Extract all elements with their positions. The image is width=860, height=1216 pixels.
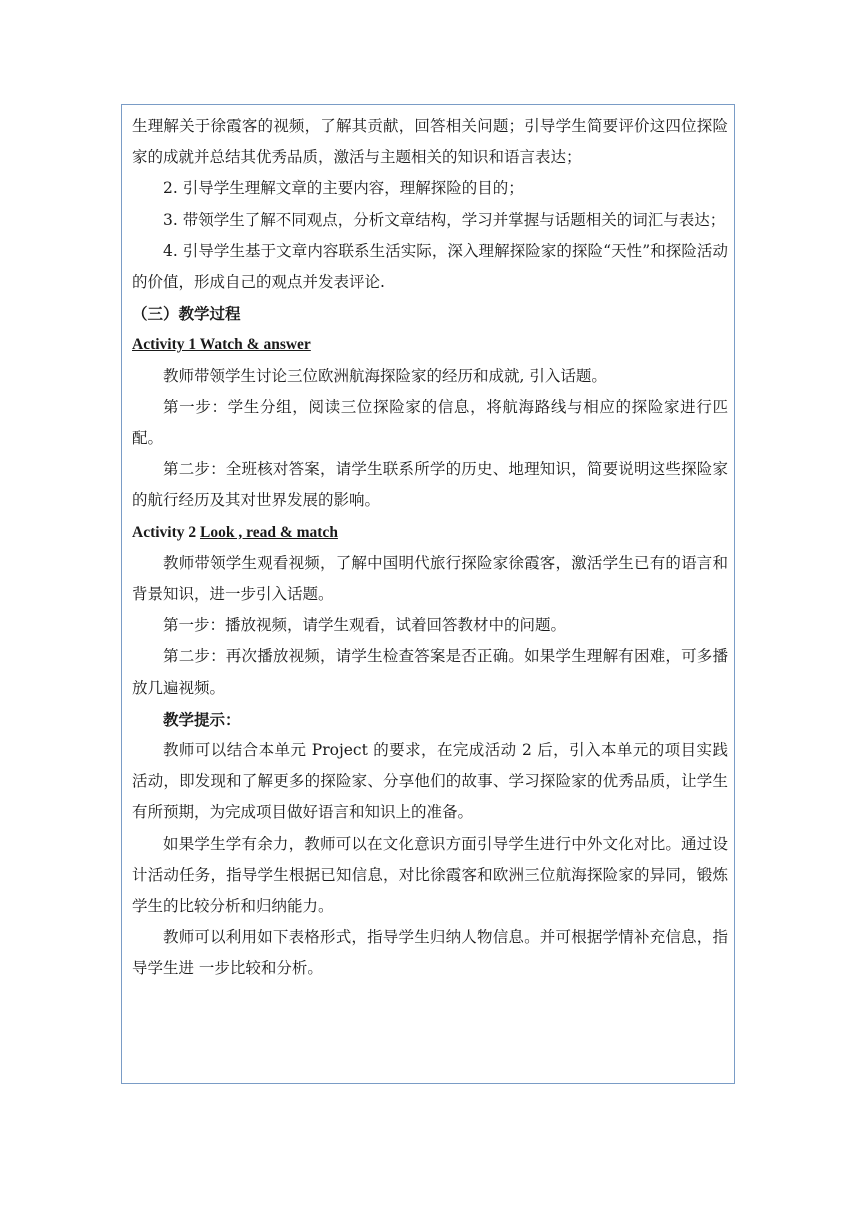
activity-1-step-2: 第二步：全班核对答案，请学生联系所学的历史、地理知识，简要说明这些探险家的航行经历及其对世界发展的影响。 [132,460,728,510]
paragraph-objective-3: 3. 带领学生了解不同观点，分析文章结构，学习并掌握与话题相关的词汇与表达； [163,210,726,229]
cell-content [132,111,728,985]
activity-2-prefix: Activity 2 [132,523,201,541]
activity-1-title [132,329,728,360]
teaching-tip-label: 教学提示： [163,709,241,729]
activity-1-step-1: 第一步：学生分组，阅读三位探险家的信息，将航海路线与相应的探险家进行匹配。 [132,397,728,448]
activity-2-intro: 教师带领学生观看视频，了解中国明代旅行探险家徐霞客，激活学生已有的语言和背景知识，进一步引入话题。 [132,553,728,604]
activity-2-title-text: Look , read & match [200,523,338,541]
activity-1-intro: 教师带领学生讨论三位欧洲航海探险家的经历和成就, 引入话题。 [163,366,607,385]
paragraph-objective-4: 4. 引导学生基于文章内容联系生活实际，深入理解探险家的探险“天性”和探险活动的价值，形成自己的观点并发表评论. [132,241,728,292]
activity-2-step-1: 第一步：播放视频，请学生观看，试着回答教材中的问题。 [163,616,567,635]
paragraph-objective-1-continued: 生理解关于徐霞客的视频，了解其贡献，回答相关问题；引导学生简要评价这四位探险家的成就并总结其优秀品质，激活与主题相关的知识和语言表达； [132,117,728,167]
teaching-tip-1: 教师可以结合本单元 Project 的要求，在完成活动 2 后，引入本单元的项目实践活动，即发现和了解更多的探险家、分享他们的故事、学习探险家的优秀品质，让学生有所预期，为完成项目做好语言和知识上的准备。 [132,741,728,822]
activity-1-title-text: Activity 1 Watch & answer [132,336,311,354]
activity-2-title [132,517,728,548]
section-heading: （三）教学过程 [132,304,241,324]
teaching-tip-3: 教师可以利用如下表格形式，指导学生归纳人物信息。并可根据学情补充信息，指导学生进 一步比较和分析。 [132,928,728,978]
teaching-tip-2: 如果学生学有余力，教师可以在文化意识方面引导学生进行中外文化对比。通过设计活动任务，指导学生根据已知信息，对比徐霞客和欧洲三位航海探险家的异同，锻炼学生的比较分析和归纳能力。 [132,834,728,916]
table-cell [121,104,735,1084]
activity-2-step-2: 第二步：再次播放视频，请学生检查答案是否正确。如果学生理解有困难，可多播放几遍视频。 [132,647,728,697]
paragraph-objective-2: 2. 引导学生理解文章的主要内容，理解探险的目的； [163,179,524,198]
